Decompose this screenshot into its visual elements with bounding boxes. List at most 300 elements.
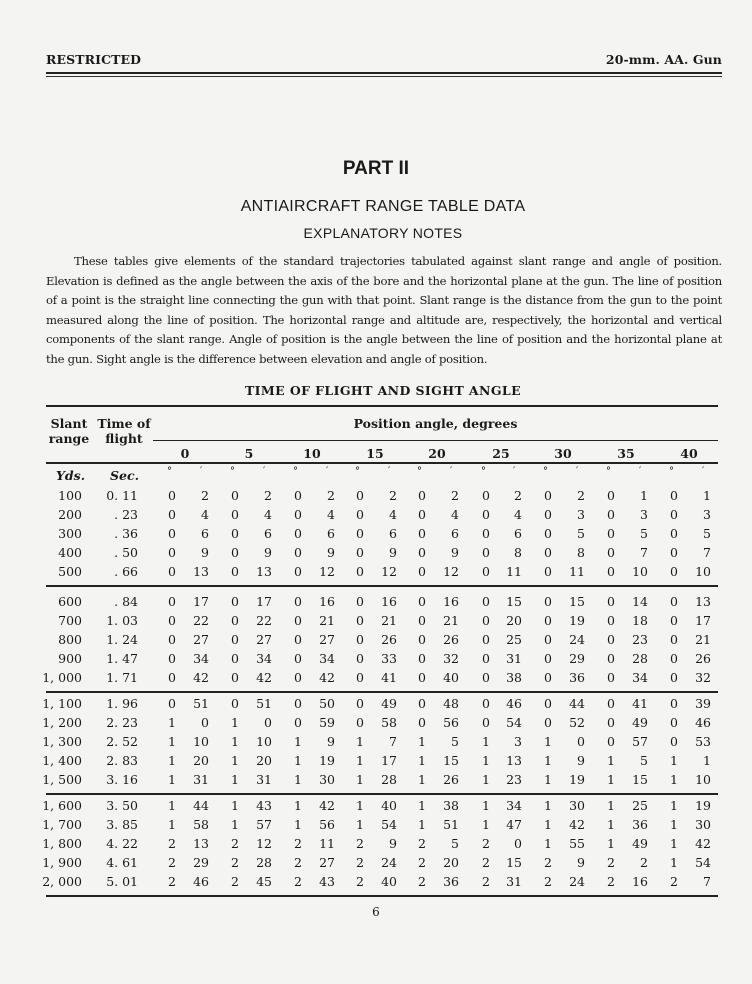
sight-degrees-cell: 0 — [482, 507, 490, 522]
sight-degrees-cell: 2 — [670, 874, 678, 889]
sight-degrees-cell: 2 — [607, 855, 615, 870]
sight-minutes-cell: 25 — [506, 632, 522, 647]
sight-degrees-cell: 0 — [670, 594, 678, 609]
sight-degrees-cell: 0 — [294, 564, 302, 579]
slant-range-cell: 900 — [58, 651, 82, 666]
sight-minutes-cell: 46 — [695, 715, 711, 730]
sight-degrees-cell: 0 — [418, 613, 426, 628]
sight-degrees-cell: 1 — [482, 734, 490, 749]
slant-range-cell: 1, 700 — [42, 817, 82, 832]
sight-minutes-cell: 10 — [193, 734, 209, 749]
time-of-flight-cell: 4. 61 — [106, 855, 138, 870]
sight-minutes-cell: 27 — [256, 632, 272, 647]
time-of-flight-cell: . 84 — [114, 594, 138, 609]
sight-minutes-cell: 0 — [264, 715, 272, 730]
sight-minutes-cell: 58 — [381, 715, 397, 730]
group-separator-rule — [46, 793, 718, 795]
sight-minutes-cell: 10 — [695, 564, 711, 579]
sight-minutes-cell: 39 — [695, 696, 711, 711]
slant-range-cell: 1, 600 — [42, 798, 82, 813]
table-title: TIME OF FLIGHT AND SIGHT ANGLE — [244, 383, 522, 398]
sight-degrees-cell: 0 — [231, 632, 239, 647]
minute-unit: ′ — [263, 466, 266, 477]
sight-degrees-cell: 0 — [168, 488, 176, 503]
group-separator-rule — [46, 585, 718, 587]
sight-minutes-cell: 43 — [256, 798, 272, 813]
sight-minutes-cell: 48 — [443, 696, 459, 711]
sight-minutes-cell: 17 — [256, 594, 272, 609]
sight-minutes-cell: 19 — [569, 772, 585, 787]
sight-minutes-cell: 15 — [506, 855, 522, 870]
time-of-flight-cell: 4. 22 — [106, 836, 138, 851]
sight-degrees-cell: 0 — [482, 545, 490, 560]
sight-minutes-cell: 1 — [703, 753, 711, 768]
sight-degrees-cell: 1 — [607, 836, 615, 851]
sight-minutes-cell: 55 — [569, 836, 585, 851]
sight-degrees-cell: 2 — [418, 855, 426, 870]
sight-minutes-cell: 51 — [443, 817, 459, 832]
sight-degrees-cell: 1 — [670, 772, 678, 787]
sight-degrees-cell: 0 — [670, 545, 678, 560]
sight-degrees-cell: 0 — [607, 526, 615, 541]
sight-degrees-cell: 0 — [294, 545, 302, 560]
sight-minutes-cell: 20 — [256, 753, 272, 768]
sight-degrees-cell: 1 — [168, 734, 176, 749]
sight-minutes-cell: 24 — [569, 874, 585, 889]
sight-degrees-cell: 0 — [168, 507, 176, 522]
sight-minutes-cell: 42 — [256, 670, 272, 685]
sight-minutes-cell: 15 — [443, 753, 459, 768]
sight-minutes-cell: 10 — [695, 772, 711, 787]
sight-minutes-cell: 6 — [264, 526, 272, 541]
sight-minutes-cell: 15 — [506, 594, 522, 609]
slant-range-cell: 600 — [58, 594, 82, 609]
degree-unit: ° — [230, 466, 235, 477]
sight-minutes-cell: 12 — [381, 564, 397, 579]
sight-degrees-cell: 0 — [418, 696, 426, 711]
sight-minutes-cell: 42 — [193, 670, 209, 685]
sight-degrees-cell: 1 — [418, 753, 426, 768]
sight-degrees-cell: 1 — [607, 772, 615, 787]
sight-degrees-cell: 1 — [482, 753, 490, 768]
sight-minutes-cell: 8 — [577, 545, 585, 560]
sight-minutes-cell: 19 — [319, 753, 335, 768]
sight-minutes-cell: 1 — [703, 488, 711, 503]
sight-minutes-cell: 9 — [577, 753, 585, 768]
sight-minutes-cell: 7 — [640, 545, 648, 560]
sight-degrees-cell: 1 — [544, 753, 552, 768]
sight-degrees-cell: 2 — [482, 836, 490, 851]
sight-minutes-cell: 31 — [506, 874, 522, 889]
time-of-flight-cell: 3. 85 — [106, 817, 138, 832]
sight-minutes-cell: 34 — [506, 798, 522, 813]
sight-degrees-cell: 2 — [418, 874, 426, 889]
sight-degrees-cell: 0 — [294, 526, 302, 541]
minute-unit: ′ — [576, 466, 579, 477]
sight-degrees-cell: 0 — [607, 734, 615, 749]
sight-minutes-cell: 46 — [506, 696, 522, 711]
sight-degrees-cell: 0 — [482, 488, 490, 503]
sight-minutes-cell: 42 — [319, 798, 335, 813]
sight-minutes-cell: 56 — [319, 817, 335, 832]
sight-minutes-cell: 12 — [443, 564, 459, 579]
sight-degrees-cell: 0 — [294, 651, 302, 666]
slant-range-cell: 2, 000 — [42, 874, 82, 889]
time-of-flight-cell: 0. 11 — [106, 488, 138, 503]
header-time-line1: Time of — [97, 416, 151, 431]
sight-degrees-cell: 2 — [231, 874, 239, 889]
running-head — [46, 52, 722, 67]
sight-degrees-cell: 0 — [544, 696, 552, 711]
sight-minutes-cell: 2 — [640, 855, 648, 870]
time-of-flight-cell: 3. 16 — [106, 772, 138, 787]
slant-range-cell: 100 — [58, 488, 82, 503]
sight-degrees-cell: 0 — [356, 488, 364, 503]
sight-degrees-cell: 1 — [670, 855, 678, 870]
minute-unit: ′ — [702, 466, 705, 477]
sight-minutes-cell: 24 — [381, 855, 397, 870]
sight-minutes-cell: 7 — [703, 874, 711, 889]
sight-minutes-cell: 29 — [569, 651, 585, 666]
sight-minutes-cell: 2 — [514, 488, 522, 503]
sight-minutes-cell: 24 — [569, 632, 585, 647]
sight-minutes-cell: 5 — [577, 526, 585, 541]
sight-degrees-cell: 1 — [544, 798, 552, 813]
sight-degrees-cell: 1 — [544, 772, 552, 787]
sight-degrees-cell: 1 — [482, 798, 490, 813]
sight-degrees-cell: 1 — [356, 753, 364, 768]
sight-minutes-cell: 40 — [381, 874, 397, 889]
slant-range-cell: 1, 800 — [42, 836, 82, 851]
sight-minutes-cell: 36 — [632, 817, 648, 832]
sight-minutes-cell: 2 — [327, 488, 335, 503]
section-title: ANTIAIRCRAFT RANGE TABLE DATA — [240, 198, 526, 215]
sight-minutes-cell: 19 — [695, 798, 711, 813]
angle-header: 35 — [617, 446, 635, 461]
sight-degrees-cell: 0 — [607, 507, 615, 522]
sight-minutes-cell: 6 — [451, 526, 459, 541]
degree-unit: ° — [355, 466, 360, 477]
table-top-rule — [46, 405, 718, 407]
sight-minutes-cell: 41 — [632, 696, 648, 711]
sight-degrees-cell: 1 — [356, 734, 364, 749]
header-bottom-rule — [46, 462, 718, 464]
sight-minutes-cell: 46 — [193, 874, 209, 889]
header-slant-range — [44, 416, 94, 446]
sight-minutes-cell: 4 — [389, 507, 397, 522]
sight-minutes-cell: 51 — [193, 696, 209, 711]
sight-minutes-cell: 42 — [569, 817, 585, 832]
sight-minutes-cell: 4 — [514, 507, 522, 522]
time-of-flight-cell: 1. 03 — [106, 613, 138, 628]
sight-minutes-cell: 40 — [381, 798, 397, 813]
sight-minutes-cell: 13 — [193, 564, 209, 579]
sight-minutes-cell: 32 — [443, 651, 459, 666]
sight-minutes-cell: 28 — [381, 772, 397, 787]
slant-range-cell: 1, 200 — [42, 715, 82, 730]
sight-degrees-cell: 0 — [418, 594, 426, 609]
sight-degrees-cell: 1 — [231, 734, 239, 749]
sight-degrees-cell: 0 — [607, 670, 615, 685]
sight-minutes-cell: 21 — [381, 613, 397, 628]
sight-minutes-cell: 10 — [632, 564, 648, 579]
sight-minutes-cell: 4 — [201, 507, 209, 522]
sight-degrees-cell: 1 — [294, 772, 302, 787]
slant-range-cell: 1, 300 — [42, 734, 82, 749]
sight-minutes-cell: 17 — [381, 753, 397, 768]
sight-minutes-cell: 28 — [256, 855, 272, 870]
sight-minutes-cell: 23 — [506, 772, 522, 787]
sight-minutes-cell: 9 — [327, 545, 335, 560]
sight-degrees-cell: 1 — [231, 753, 239, 768]
sight-degrees-cell: 1 — [356, 798, 364, 813]
sight-degrees-cell: 1 — [294, 753, 302, 768]
sight-minutes-cell: 5 — [703, 526, 711, 541]
sight-degrees-cell: 2 — [168, 874, 176, 889]
sight-minutes-cell: 9 — [327, 734, 335, 749]
slant-range-cell: 700 — [58, 613, 82, 628]
sight-degrees-cell: 0 — [294, 670, 302, 685]
sight-degrees-cell: 0 — [482, 526, 490, 541]
sight-degrees-cell: 0 — [168, 526, 176, 541]
sight-minutes-cell: 14 — [632, 594, 648, 609]
sight-degrees-cell: 2 — [168, 855, 176, 870]
sight-degrees-cell: 0 — [482, 670, 490, 685]
sight-degrees-cell: 0 — [607, 594, 615, 609]
degree-unit: ° — [543, 466, 548, 477]
sight-degrees-cell: 0 — [670, 651, 678, 666]
sight-minutes-cell: 9 — [451, 545, 459, 560]
sight-minutes-cell: 34 — [256, 651, 272, 666]
unit-yards: Yds. — [56, 468, 86, 483]
sight-degrees-cell: 0 — [544, 507, 552, 522]
minute-unit: ′ — [450, 466, 453, 477]
sight-degrees-cell: 0 — [670, 696, 678, 711]
sight-minutes-cell: 3 — [640, 507, 648, 522]
sight-degrees-cell: 0 — [670, 564, 678, 579]
sight-degrees-cell: 2 — [356, 855, 364, 870]
sight-minutes-cell: 20 — [193, 753, 209, 768]
time-of-flight-cell: . 66 — [114, 564, 138, 579]
sight-minutes-cell: 30 — [319, 772, 335, 787]
slant-range-cell: 200 — [58, 507, 82, 522]
sight-degrees-cell: 0 — [231, 670, 239, 685]
sight-degrees-cell: 0 — [294, 613, 302, 628]
angle-header: 10 — [303, 446, 321, 461]
degree-unit: ° — [417, 466, 422, 477]
degree-unit: ° — [481, 466, 486, 477]
sight-minutes-cell: 20 — [443, 855, 459, 870]
sight-degrees-cell: 0 — [544, 670, 552, 685]
sight-degrees-cell: 0 — [231, 526, 239, 541]
sight-degrees-cell: 0 — [168, 613, 176, 628]
sight-degrees-cell: 0 — [294, 696, 302, 711]
group-separator-rule — [46, 895, 718, 897]
sight-minutes-cell: 53 — [695, 734, 711, 749]
minute-unit: ′ — [639, 466, 642, 477]
sight-minutes-cell: 12 — [256, 836, 272, 851]
sight-minutes-cell: 25 — [632, 798, 648, 813]
sight-degrees-cell: 0 — [670, 526, 678, 541]
sight-degrees-cell: 0 — [356, 651, 364, 666]
sight-degrees-cell: 1 — [168, 715, 176, 730]
angle-header: 40 — [680, 446, 698, 461]
sight-degrees-cell: 1 — [544, 734, 552, 749]
sight-degrees-cell: 0 — [544, 564, 552, 579]
sight-minutes-cell: 5 — [640, 526, 648, 541]
sight-degrees-cell: 0 — [356, 545, 364, 560]
sight-minutes-cell: 54 — [695, 855, 711, 870]
sight-degrees-cell: 1 — [356, 772, 364, 787]
time-of-flight-cell: 1. 24 — [106, 632, 138, 647]
sight-minutes-cell: 5 — [640, 753, 648, 768]
sight-degrees-cell: 1 — [418, 817, 426, 832]
sight-degrees-cell: 1 — [670, 798, 678, 813]
sight-minutes-cell: 2 — [201, 488, 209, 503]
sight-degrees-cell: 1 — [168, 817, 176, 832]
sight-degrees-cell: 1 — [168, 772, 176, 787]
sight-degrees-cell: 0 — [168, 545, 176, 560]
sight-degrees-cell: 2 — [356, 874, 364, 889]
time-of-flight-cell: 1. 47 — [106, 651, 138, 666]
sight-degrees-cell: 0 — [356, 613, 364, 628]
sight-minutes-cell: 27 — [319, 855, 335, 870]
sight-minutes-cell: 18 — [632, 613, 648, 628]
sight-degrees-cell: 0 — [294, 715, 302, 730]
sight-degrees-cell: 1 — [670, 817, 678, 832]
sight-minutes-cell: 13 — [506, 753, 522, 768]
classification-label: RESTRICTED — [46, 52, 142, 67]
sight-minutes-cell: 36 — [569, 670, 585, 685]
sight-degrees-cell: 0 — [544, 545, 552, 560]
sight-degrees-cell: 0 — [482, 651, 490, 666]
sight-degrees-cell: 0 — [544, 488, 552, 503]
sight-minutes-cell: 16 — [381, 594, 397, 609]
sight-degrees-cell: 2 — [168, 836, 176, 851]
sight-degrees-cell: 1 — [544, 836, 552, 851]
angle-header: 5 — [244, 446, 254, 461]
time-of-flight-cell: 1. 96 — [106, 696, 138, 711]
angle-header: 0 — [180, 446, 190, 461]
slant-range-cell: 1, 400 — [42, 753, 82, 768]
sight-degrees-cell: 0 — [670, 613, 678, 628]
sight-minutes-cell: 2 — [264, 488, 272, 503]
sight-degrees-cell: 1 — [231, 772, 239, 787]
page-number: 6 — [372, 905, 380, 919]
sight-minutes-cell: 30 — [695, 817, 711, 832]
position-header-rule — [153, 440, 718, 441]
sight-minutes-cell: 47 — [506, 817, 522, 832]
sight-minutes-cell: 44 — [193, 798, 209, 813]
sight-degrees-cell: 1 — [670, 836, 678, 851]
slant-range-cell: 1, 900 — [42, 855, 82, 870]
sight-degrees-cell: 0 — [418, 526, 426, 541]
sight-degrees-cell: 0 — [356, 670, 364, 685]
sight-degrees-cell: 0 — [418, 488, 426, 503]
sight-minutes-cell: 45 — [256, 874, 272, 889]
time-of-flight-cell: 2. 52 — [106, 734, 138, 749]
document-title: 20-mm. AA. Gun — [605, 52, 722, 67]
sight-degrees-cell: 0 — [168, 594, 176, 609]
sight-minutes-cell: 43 — [319, 874, 335, 889]
sight-degrees-cell: 1 — [418, 772, 426, 787]
sight-degrees-cell: 0 — [168, 632, 176, 647]
sight-degrees-cell: 0 — [231, 507, 239, 522]
sight-minutes-cell: 21 — [319, 613, 335, 628]
sight-degrees-cell: 0 — [231, 696, 239, 711]
sight-degrees-cell: 0 — [670, 507, 678, 522]
sight-minutes-cell: 29 — [193, 855, 209, 870]
sight-degrees-cell: 1 — [418, 798, 426, 813]
sight-degrees-cell: 0 — [231, 545, 239, 560]
sight-minutes-cell: 28 — [632, 651, 648, 666]
sight-minutes-cell: 5 — [451, 836, 459, 851]
sight-degrees-cell: 0 — [231, 594, 239, 609]
sight-degrees-cell: 0 — [607, 613, 615, 628]
sight-minutes-cell: 11 — [569, 564, 585, 579]
sight-degrees-cell: 0 — [544, 632, 552, 647]
sight-degrees-cell: 2 — [544, 874, 552, 889]
sight-minutes-cell: 33 — [381, 651, 397, 666]
slant-range-cell: 300 — [58, 526, 82, 541]
sight-minutes-cell: 34 — [193, 651, 209, 666]
sight-degrees-cell: 0 — [670, 734, 678, 749]
minute-unit: ′ — [326, 466, 329, 477]
sub-title: EXPLANATORY NOTES — [303, 225, 463, 241]
sight-minutes-cell: 21 — [695, 632, 711, 647]
sight-degrees-cell: 1 — [231, 817, 239, 832]
sight-minutes-cell: 42 — [319, 670, 335, 685]
header-time-line2: flight — [105, 431, 143, 446]
sight-minutes-cell: 34 — [319, 651, 335, 666]
sight-minutes-cell: 4 — [264, 507, 272, 522]
sight-degrees-cell: 0 — [482, 632, 490, 647]
sight-degrees-cell: 0 — [294, 488, 302, 503]
time-of-flight-cell: 2. 83 — [106, 753, 138, 768]
sight-degrees-cell: 0 — [418, 545, 426, 560]
degree-unit: ° — [669, 466, 674, 477]
sight-degrees-cell: 1 — [168, 753, 176, 768]
time-of-flight-cell: 1. 71 — [106, 670, 138, 685]
sight-degrees-cell: 0 — [482, 564, 490, 579]
sight-degrees-cell: 0 — [670, 670, 678, 685]
sight-degrees-cell: 2 — [356, 836, 364, 851]
sight-degrees-cell: 0 — [482, 594, 490, 609]
sight-minutes-cell: 58 — [193, 817, 209, 832]
degree-unit: ° — [293, 466, 298, 477]
sight-degrees-cell: 0 — [544, 613, 552, 628]
sight-degrees-cell: 0 — [607, 488, 615, 503]
angle-header: 20 — [428, 446, 446, 461]
sight-minutes-cell: 50 — [319, 696, 335, 711]
sight-minutes-cell: 13 — [695, 594, 711, 609]
sight-minutes-cell: 2 — [451, 488, 459, 503]
sight-degrees-cell: 0 — [356, 632, 364, 647]
sight-minutes-cell: 17 — [695, 613, 711, 628]
slant-range-cell: 1, 100 — [42, 696, 82, 711]
sight-degrees-cell: 1 — [168, 798, 176, 813]
sight-minutes-cell: 26 — [443, 632, 459, 647]
sight-degrees-cell: 0 — [418, 670, 426, 685]
header-rule — [46, 72, 722, 74]
sight-degrees-cell: 0 — [544, 715, 552, 730]
part-title: PART II — [342, 158, 410, 179]
sight-minutes-cell: 57 — [256, 817, 272, 832]
sight-minutes-cell: 19 — [569, 613, 585, 628]
sight-minutes-cell: 15 — [569, 594, 585, 609]
sight-degrees-cell: 0 — [607, 696, 615, 711]
sight-minutes-cell: 38 — [506, 670, 522, 685]
